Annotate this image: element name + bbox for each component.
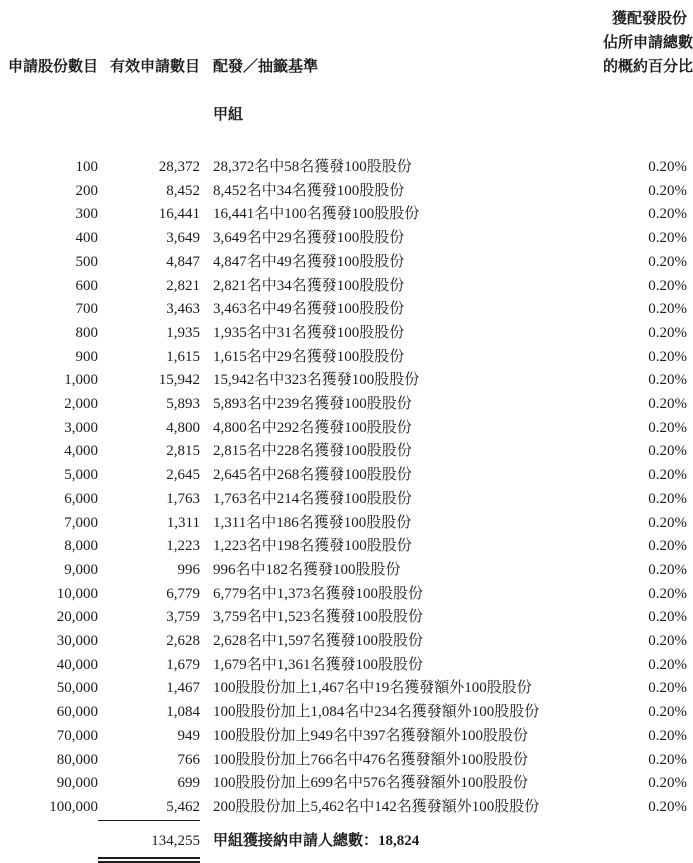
- header-allocation-basis: 配發／抽籤基準: [213, 59, 319, 75]
- valid-applications-cell: 996: [177, 561, 200, 578]
- percentage-cell: 0.20%: [648, 159, 687, 175]
- table-row: [0, 749, 693, 773]
- percentage-cell: 0.20%: [648, 253, 687, 270]
- shares-applied-cell: 8,000: [64, 538, 98, 555]
- percentage-cell: 0.20%: [648, 301, 687, 318]
- allocation-basis-cell: 2,815名中228名獲發100股股份: [213, 443, 412, 460]
- valid-applications-cell: 1,223: [166, 538, 200, 555]
- percentage-cell: 0.20%: [648, 585, 687, 602]
- allocation-basis-cell: 2,821名中34名獲發100股股份: [213, 277, 405, 294]
- allocation-basis-cell: 1,223名中198名獲發100股股份: [213, 538, 412, 555]
- valid-applications-cell: 5,462: [166, 798, 200, 815]
- allocation-basis-cell: 100股股份加上766名中476名獲發額外100股股份: [213, 751, 529, 768]
- header-percentage-line-1: 獲配發股份: [611, 11, 687, 27]
- valid-applications-cell: 28,372: [158, 159, 200, 175]
- percentage-cell: 0.20%: [648, 396, 687, 413]
- percentage-cell: 0.20%: [648, 656, 687, 673]
- table-row: [0, 322, 693, 346]
- percentage-cell: 0.20%: [648, 609, 687, 626]
- allotment-table: [0, 7, 693, 863]
- percentage-cell: 0.20%: [648, 443, 687, 460]
- valid-applications-cell: 5,893: [166, 396, 200, 413]
- valid-applications-cell: 8,452: [166, 182, 200, 199]
- valid-applications-cell: 2,628: [166, 633, 200, 650]
- valid-applications-cell: 16,441: [158, 206, 200, 223]
- percentage-cell: 0.20%: [648, 561, 687, 578]
- header-percentage-line-3: 的概約百分比: [603, 59, 693, 75]
- table-row: [0, 583, 693, 607]
- table-row: [0, 298, 693, 322]
- table-row: [0, 488, 693, 512]
- percentage-cell: 0.20%: [648, 230, 687, 247]
- table-row: [0, 654, 693, 678]
- percentage-cell: 0.20%: [648, 206, 687, 223]
- table-row: [0, 512, 693, 536]
- shares-applied-cell: 3,000: [64, 419, 98, 436]
- table-row: [0, 203, 693, 227]
- table-row: [0, 275, 693, 299]
- table-header-row: [0, 7, 693, 79]
- allocation-basis-cell: 2,628名中1,597名獲發100股股份: [213, 633, 424, 650]
- table-row: [0, 725, 693, 749]
- shares-applied-cell: 400: [75, 230, 98, 247]
- shares-applied-cell: 2,000: [64, 396, 98, 413]
- percentage-cell: 0.20%: [648, 633, 687, 650]
- allocation-basis-cell: 100股股份加上949名中397名獲發額外100股股份: [213, 727, 529, 744]
- valid-applications-cell: 1,084: [166, 704, 200, 721]
- percentage-cell: 0.20%: [648, 467, 687, 484]
- shares-applied-cell: 600: [75, 277, 98, 294]
- percentage-cell: 0.20%: [648, 277, 687, 294]
- valid-applications-cell: 699: [177, 775, 200, 792]
- percentage-cell: 0.20%: [648, 182, 687, 199]
- group-row: [0, 103, 693, 124]
- valid-applications-cell: 1,679: [166, 656, 200, 673]
- table-row: [0, 535, 693, 559]
- allocation-basis-cell: 100股股份加上1,467名中19名獲發額外100股股份: [213, 680, 532, 697]
- valid-applications-cell: 1,467: [166, 680, 200, 697]
- percentage-cell: 0.20%: [648, 324, 687, 341]
- header-percentage: [603, 7, 693, 79]
- table-row: [0, 796, 693, 820]
- total-summary: 甲組獲接納申請人總數：18,824: [213, 832, 420, 849]
- table-row: [0, 227, 693, 251]
- shares-applied-cell: 90,000: [56, 775, 98, 792]
- header-valid-applications: 有效申請數目: [109, 59, 200, 75]
- shares-applied-cell: 6,000: [64, 490, 98, 507]
- allocation-basis-cell: 1,935名中31名獲發100股股份: [213, 324, 405, 341]
- allocation-basis-cell: 4,847名中49名獲發100股股份: [213, 253, 405, 270]
- allocation-basis-cell: 1,615名中29名獲發100股股份: [213, 348, 405, 365]
- percentage-cell: 0.20%: [648, 751, 687, 768]
- valid-applications-cell: 6,779: [166, 585, 200, 602]
- valid-applications-cell: 1,935: [166, 324, 200, 341]
- shares-applied-cell: 20,000: [56, 609, 98, 626]
- table-row: [0, 677, 693, 701]
- shares-applied-cell: 900: [75, 348, 98, 365]
- percentage-cell: 0.20%: [648, 704, 687, 721]
- shares-applied-cell: 40,000: [56, 656, 98, 673]
- valid-applications-cell: 766: [177, 751, 200, 768]
- valid-applications-cell: 4,847: [166, 253, 200, 270]
- table-row: [0, 559, 693, 583]
- shares-applied-cell: 800: [75, 324, 98, 341]
- shares-applied-cell: 50,000: [56, 680, 98, 697]
- allocation-basis-cell: 3,463名中49名獲發100股股份: [213, 301, 405, 318]
- shares-applied-cell: 70,000: [56, 727, 98, 744]
- table-row: [0, 630, 693, 654]
- allocation-basis-cell: 6,779名中1,373名獲發100股股份: [213, 585, 424, 602]
- valid-applications-cell: 1,311: [166, 514, 200, 531]
- double-rule: [98, 857, 200, 863]
- shares-applied-cell: 5,000: [64, 467, 98, 484]
- total-row: [0, 820, 693, 854]
- shares-applied-cell: 700: [75, 301, 98, 318]
- percentage-cell: 0.20%: [648, 490, 687, 507]
- valid-applications-cell: 2,645: [166, 467, 200, 484]
- header-shares-applied: 申請股份數目: [7, 59, 98, 75]
- group-label: 甲組: [213, 107, 244, 123]
- allocation-basis-cell: 15,942名中323名獲發100股股份: [213, 372, 420, 389]
- table-row: [0, 772, 693, 796]
- table-row: [0, 464, 693, 488]
- shares-applied-cell: 200: [75, 182, 98, 199]
- allocation-basis-cell: 5,893名中239名獲發100股股份: [213, 396, 412, 413]
- table-row: [0, 606, 693, 630]
- spacer: [0, 124, 693, 156]
- total-applications: 134,255: [98, 820, 200, 854]
- table-row: [0, 346, 693, 370]
- table-row: [0, 180, 693, 204]
- table-row: [0, 393, 693, 417]
- shares-applied-cell: 4,000: [64, 443, 98, 460]
- percentage-cell: 0.20%: [648, 372, 687, 389]
- shares-applied-cell: 9,000: [64, 561, 98, 578]
- table-row: [0, 417, 693, 441]
- allocation-basis-cell: 996名中182名獲發100股股份: [213, 561, 401, 578]
- shares-applied-cell: 7,000: [64, 514, 98, 531]
- allocation-basis-cell: 100股股份加上1,084名中234名獲發額外100股股份: [213, 704, 540, 721]
- shares-applied-cell: 30,000: [56, 633, 98, 650]
- percentage-cell: 0.20%: [648, 727, 687, 744]
- allocation-basis-cell: 1,763名中214名獲發100股股份: [213, 490, 412, 507]
- percentage-cell: 0.20%: [648, 348, 687, 365]
- allocation-basis-cell: 1,679名中1,361名獲發100股股份: [213, 656, 424, 673]
- percentage-cell: 0.20%: [648, 799, 687, 816]
- allocation-basis-cell: 3,759名中1,523名獲發100股股份: [213, 609, 424, 626]
- shares-applied-cell: 80,000: [56, 751, 98, 768]
- percentage-cell: 0.20%: [648, 419, 687, 436]
- valid-applications-cell: 3,649: [166, 230, 200, 247]
- shares-applied-cell: 100,000: [49, 799, 98, 816]
- percentage-cell: 0.20%: [648, 538, 687, 555]
- shares-applied-cell: 1,000: [64, 372, 98, 389]
- shares-applied-cell: 300: [75, 206, 98, 223]
- valid-applications-cell: 949: [177, 727, 200, 744]
- allocation-basis-cell: 16,441名中100名獲發100股股份: [213, 206, 420, 223]
- percentage-cell: 0.20%: [648, 514, 687, 531]
- valid-applications-cell: 2,815: [166, 443, 200, 460]
- table-row: [0, 251, 693, 275]
- percentage-cell: 0.20%: [648, 775, 687, 792]
- double-rule-row: [0, 854, 693, 863]
- allocation-basis-cell: 28,372名中58名獲發100股股份: [213, 159, 412, 175]
- allocation-basis-cell: 3,649名中29名獲發100股股份: [213, 230, 405, 247]
- valid-applications-cell: 3,463: [166, 301, 200, 318]
- allocation-basis-cell: 8,452名中34名獲發100股股份: [213, 182, 405, 199]
- table-row: [0, 440, 693, 464]
- allocation-basis-cell: 2,645名中268名獲發100股股份: [213, 467, 412, 484]
- table-row: [0, 156, 693, 180]
- shares-applied-cell: 100: [75, 159, 98, 175]
- percentage-cell: 0.20%: [648, 680, 687, 697]
- allocation-basis-cell: 4,800名中292名獲發100股股份: [213, 419, 412, 436]
- allocation-basis-cell: 200股股份加上5,462名中142名獲發額外100股股份: [213, 799, 540, 816]
- valid-applications-cell: 3,759: [166, 609, 200, 626]
- shares-applied-cell: 500: [75, 253, 98, 270]
- table-row: [0, 701, 693, 725]
- allotment-table-body: [0, 156, 693, 820]
- header-percentage-line-2: 佔所申請總數: [603, 35, 693, 51]
- valid-applications-cell: 15,942: [158, 372, 200, 389]
- valid-applications-cell: 4,800: [166, 419, 200, 436]
- allocation-basis-cell: 1,311名中186名獲發100股股份: [213, 514, 412, 531]
- shares-applied-cell: 60,000: [56, 704, 98, 721]
- table-row: [0, 369, 693, 393]
- shares-applied-cell: 10,000: [56, 585, 98, 602]
- allocation-basis-cell: 100股股份加上699名中576名獲發額外100股股份: [213, 775, 529, 792]
- valid-applications-cell: 1,763: [166, 490, 200, 507]
- spacer: [0, 79, 693, 103]
- valid-applications-cell: 2,821: [166, 277, 200, 294]
- valid-applications-cell: 1,615: [166, 348, 200, 365]
